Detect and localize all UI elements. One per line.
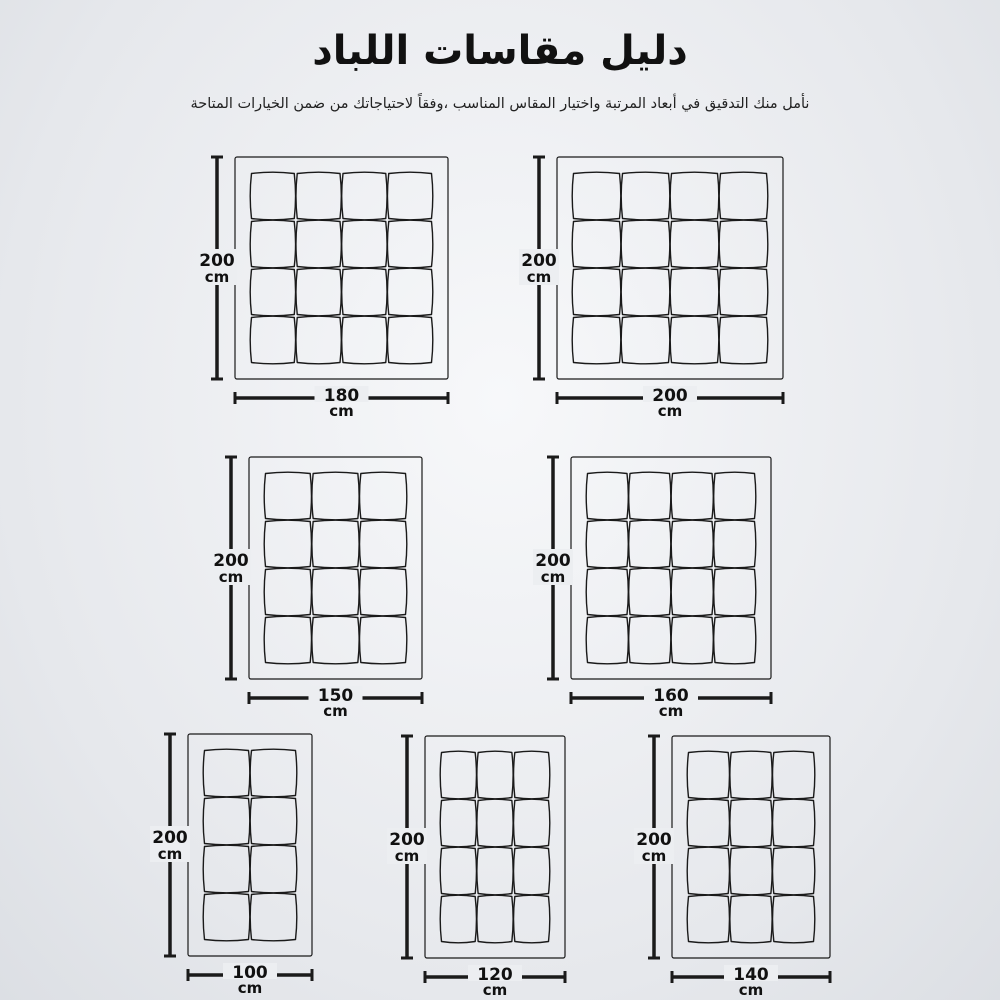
- quilt-cell: [250, 268, 295, 316]
- quilt-cell: [730, 895, 772, 943]
- quilt-cell: [250, 172, 295, 220]
- width-value: 160: [653, 686, 689, 706]
- quilt-cell: [360, 568, 407, 616]
- quilt-cell: [719, 172, 768, 220]
- length-unit: cm: [218, 568, 244, 586]
- quilt-cell: [670, 172, 719, 220]
- quilt-cell: [250, 316, 295, 364]
- width-unit: cm: [482, 981, 508, 999]
- quilt-cell: [514, 847, 550, 895]
- width-unit: cm: [738, 981, 764, 999]
- quilt-cell: [730, 847, 772, 895]
- quilt-cell: [440, 751, 476, 799]
- quilt-cell: [773, 895, 815, 943]
- width-unit: cm: [329, 402, 354, 420]
- quilt-cell: [203, 749, 250, 797]
- quilt-cell: [730, 799, 772, 847]
- quilt-cell: [629, 568, 671, 616]
- quilt-cell: [312, 616, 359, 664]
- quilt-cell: [687, 799, 729, 847]
- quilt-cell: [629, 472, 671, 520]
- quilt-cell: [586, 616, 628, 664]
- quilt-cell: [342, 268, 387, 316]
- quilt-cell: [687, 847, 729, 895]
- quilt-cell: [264, 616, 311, 664]
- width-value: 120: [477, 965, 513, 985]
- quilt-cell: [629, 616, 671, 664]
- length-value: 200: [199, 251, 235, 271]
- quilt-cell: [572, 316, 621, 364]
- quilt-cell: [387, 268, 432, 316]
- length-value: 200: [521, 251, 557, 271]
- quilt-cell: [477, 847, 513, 895]
- mattress-topper-200x200: [519, 157, 783, 420]
- length-value: 200: [213, 551, 249, 571]
- quilt-cell: [621, 172, 670, 220]
- quilt-cell: [203, 893, 250, 941]
- mattress-topper-160x200: [533, 457, 771, 720]
- page-subtitle: نأمل منك التدقيق في أبعاد المرتبة واختيار المقاس المناسب ،وفقاً لاحتياجاتك من ضمن الخيارات المتاحة: [190, 96, 810, 112]
- quilt-cell: [714, 472, 756, 520]
- quilt-cell: [714, 520, 756, 568]
- quilt-cell: [440, 895, 476, 943]
- quilt-cell: [264, 472, 311, 520]
- length-unit: cm: [540, 568, 566, 586]
- quilt-cell: [342, 220, 387, 268]
- mattress-topper-120x200: [387, 736, 565, 999]
- quilt-cell: [360, 616, 407, 664]
- quilt-cell: [621, 316, 670, 364]
- quilt-cell: [387, 220, 432, 268]
- quilt-cell: [714, 616, 756, 664]
- quilt-cell: [360, 472, 407, 520]
- mattress-topper-180x200: [197, 157, 448, 420]
- quilt-cell: [387, 316, 432, 364]
- width-value: 180: [323, 386, 360, 406]
- length-unit: cm: [157, 845, 183, 863]
- quilt-cell: [773, 751, 815, 799]
- width-value: 140: [733, 965, 769, 985]
- quilt-cell: [264, 568, 311, 616]
- quilt-cell: [586, 568, 628, 616]
- length-value: 200: [389, 830, 425, 850]
- quilt-cell: [296, 268, 341, 316]
- quilt-cell: [621, 220, 670, 268]
- quilt-cell: [670, 220, 719, 268]
- width-unit: cm: [657, 402, 683, 420]
- quilt-cell: [719, 316, 768, 364]
- quilt-cell: [342, 172, 387, 220]
- quilt-cell: [440, 847, 476, 895]
- quilt-cell: [773, 799, 815, 847]
- quilt-cell: [250, 893, 297, 941]
- width-value: 100: [232, 963, 268, 983]
- quilt-cell: [312, 568, 359, 616]
- mattress-topper-100x200: [150, 734, 312, 997]
- quilt-cell: [440, 799, 476, 847]
- mattress-topper-150x200: [211, 457, 422, 720]
- quilt-cell: [719, 268, 768, 316]
- quilt-cell: [360, 520, 407, 568]
- quilt-cell: [719, 220, 768, 268]
- quilt-cell: [477, 799, 513, 847]
- quilt-cell: [586, 520, 628, 568]
- width-unit: cm: [323, 702, 348, 720]
- quilt-cell: [572, 220, 621, 268]
- quilt-cell: [514, 895, 550, 943]
- length-unit: cm: [641, 847, 667, 865]
- width-unit: cm: [658, 702, 684, 720]
- length-value: 200: [535, 551, 571, 571]
- quilt-cell: [477, 895, 513, 943]
- quilt-cell: [629, 520, 671, 568]
- width-value: 200: [652, 386, 688, 406]
- quilt-cell: [687, 895, 729, 943]
- quilt-cell: [670, 316, 719, 364]
- quilt-cell: [572, 172, 621, 220]
- quilt-cell: [312, 472, 359, 520]
- length-unit: cm: [394, 847, 420, 865]
- quilt-cell: [730, 751, 772, 799]
- mattress-topper-140x200: [634, 736, 830, 999]
- length-unit: cm: [526, 268, 552, 286]
- quilt-cell: [773, 847, 815, 895]
- page-title: دليل مقاسات اللباد: [312, 28, 688, 74]
- width-value: 150: [317, 686, 354, 706]
- quilt-cell: [621, 268, 670, 316]
- quilt-cell: [296, 316, 341, 364]
- quilt-cell: [671, 616, 713, 664]
- quilt-cell: [250, 797, 297, 845]
- quilt-cell: [586, 472, 628, 520]
- length-unit: cm: [204, 268, 230, 286]
- quilt-cell: [342, 316, 387, 364]
- quilt-cell: [250, 220, 295, 268]
- quilt-cell: [250, 845, 297, 893]
- quilt-cell: [514, 799, 550, 847]
- quilt-cell: [203, 845, 250, 893]
- quilt-cell: [250, 749, 297, 797]
- quilt-cell: [387, 172, 432, 220]
- width-unit: cm: [237, 979, 263, 997]
- quilt-cell: [312, 520, 359, 568]
- quilt-cell: [514, 751, 550, 799]
- quilt-cell: [477, 751, 513, 799]
- quilt-cell: [687, 751, 729, 799]
- length-value: 200: [636, 830, 672, 850]
- quilt-cell: [296, 220, 341, 268]
- length-value: 200: [152, 828, 188, 848]
- quilt-cell: [296, 172, 341, 220]
- quilt-cell: [714, 568, 756, 616]
- quilt-cell: [671, 520, 713, 568]
- quilt-cell: [572, 268, 621, 316]
- quilt-cell: [203, 797, 250, 845]
- quilt-cell: [670, 268, 719, 316]
- quilt-cell: [264, 520, 311, 568]
- quilt-cell: [671, 568, 713, 616]
- quilt-cell: [671, 472, 713, 520]
